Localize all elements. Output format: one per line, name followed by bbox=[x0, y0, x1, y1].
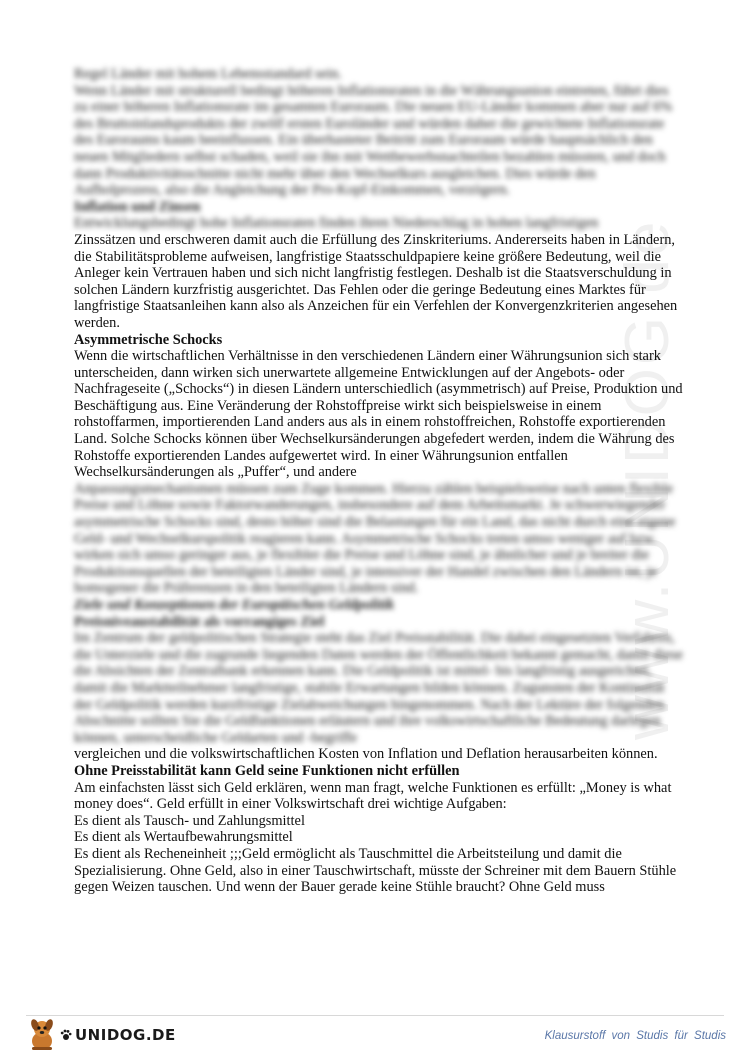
blurred-paragraph: Anpassungsmechanismen müssen zum Zuge kommen. Hierzu zählen beispielsweise nach unten flexible Preise und Löhne sowie Faktorwanderungen, insbesondere auf dem Arbeitsmarkt. Je schwerwiegender asymmetrische Schocks sind, desto höher sind die Belastungen für ein Land, das nicht durch eine eigene Geld- und Wechselkurspolitik reagieren kann. Asymmetrische Schocks treten umso weniger auf bzw. wirken sich umso geringer aus, je flexibler die Preise und Löhne sind, je ähnlicher und je breiter die Produktionsquellen der beteiligten Länder sind, je intensiver der Handel zwischen den Ländern ist, je homogener die Präferenzen in den beteiligten Ländern sind. bbox=[74, 480, 676, 597]
blurred-paragraph: Regel Länder mit hohem Lebensstandard sein. bbox=[74, 66, 342, 82]
heading-preisstabilitaet: Ohne Preisstabilität kann Geld seine Funktionen nicht erfüllen bbox=[74, 762, 460, 779]
blurred-paragraph: Im Zentrum der geldpolitischen Strategie steht das Ziel Preisstabilität. Die dabei eingesetzten Verfahren, die Unterziele und die zugrunde liegenden Daten werden der Öffentlichkeit bekannt gemacht, damit diese die Absichten der Zentralbank erkennen kann. Die Geldpolitik ist mittel- bis langfristig ausgerichtet, damit die Marktteilnehmer langfristige, stabile Erwartungen bilden können. Zugunsten der Kontinuität der Geldpolitik werden kurzfristige Zielabweichungen hingenommen. Nach der Lektüre der folgenden Abschnitte sollten Sie die Geldfunktionen erläutern und ihre volkswirtschaftliche Bedeutung darlegen können, unterscheidliche Geldarten und -begriffe bbox=[74, 630, 683, 746]
blurred-heading: Inflation und Zinsen bbox=[74, 198, 201, 215]
heading-asymmetrische-schocks: Asymmetrische Schocks bbox=[74, 331, 223, 348]
paragraph-geld-funktionen: Es dient als Recheneinheit ;;;Geld ermöglicht als Tauschmittel die Arbeitsteilung und damit die Spezialisierung. Ohne Geld, also in einer Tauschwirtschaft, müsste der Schreiner mit dem Bauern Stühle gegen Weizen tauschen. Und wenn der Bauer gerade keine Stühle braucht? Ohne Geld muss bbox=[74, 845, 677, 896]
dog-mascot-icon bbox=[26, 1017, 60, 1053]
watermark-text: www.UNIDOG.de bbox=[613, 218, 682, 740]
paragraph-schocks: Wenn die wirtschaftlichen Verhältnisse in den verschiedenen Ländern einer Währungsunion sich stark unterscheiden, dann wirken sich unerwartete allgemeine Entwicklungen auf der Angebots- oder Nachfrageseite („Schocks“) in diesen Ländern unterschiedlich (asymmetrisch) auf Preise, Produktion und Beschäftigung aus. Eine Veränderung der Rohstoffpreise wirkt sich beispielsweise in einem rohstoffarmen, importierenden Land anders aus als in einem rohstoffreichen, Rohstoffe exportierenden Land. Solche Schocks können über Wechselkursänderungen abgefedert werden, indem die Währung des Rohstoffe exportierenden Landes aufgewertet wird. In einer Währungsunion entfallen Wechselkursänderungen als „Puffer“, und andere bbox=[74, 348, 683, 481]
paw-icon bbox=[60, 1029, 72, 1041]
list-item: Es dient als Wertaufbewahrungsmittel bbox=[74, 829, 293, 846]
document-body bbox=[74, 66, 684, 896]
paragraph-zinsen: Zinssätzen und erschweren damit auch die Erfüllung des Zinskriteriums. Andererseits haben in Ländern, die Stabilitätsprobleme aufweisen, langfristige Staatsschuldpapiere keine größere Bedeutung, weil die Anleger kein Vertrauen haben und sich nicht langfristig festlegen. Deshalb ist die Staatsverschuldung in solchen Ländern kurzfristig ausgerichtet. Das Fehlen oder die geringe Bedeutung eines Marktes für langfristige Staatsanleihen kann also als Anzeichen für ein Verfehlen der Konvergenzkriterien angesehen werden. bbox=[74, 231, 678, 331]
paragraph-kosten: vergleichen und die volkswirtschaftlichen Kosten von Inflation und Deflation herausarbeiten können. bbox=[74, 746, 658, 763]
paragraph-geld-intro: Am einfachsten lässt sich Geld erklären, wenn man fragt, welche Funktionen es erfüllt: „Money is what money does“. Geld erfüllt in einer Volkswirtschaft drei wichtige Aufgaben: bbox=[74, 779, 672, 813]
list-item: Es dient als Tausch- und Zahlungsmittel bbox=[74, 812, 305, 829]
blurred-heading: Preisniveaustabilität als vorrangiges Ziel bbox=[74, 613, 325, 630]
footer-tagline: Klausurstoff von Studis für Studis bbox=[544, 1030, 726, 1042]
blurred-paragraph: Entwicklungsbedingt hohe Inflationsraten finden ihren Niederschlag in hohen langfristigen bbox=[74, 215, 599, 232]
unidog-logo bbox=[26, 1015, 176, 1055]
blurred-paragraph: Wenn Länder mit strukturell bedingt höheren Inflationsraten in die Währungsunion eintreten, führt dies zu einer höheren Inflationsrate im gesamten Euroraum. Die neuen EU-Länder kommen aber nur auf 6% des Bruttoinlandsprodukts der zwölf ersten Euroländer und würden daher die gewichtete Inflationsrate des Euroraums kaum beeinflussen. Ein überhasteter Beitritt zum Euroraum würde hauptsächlich den neuen Mitgliedern selbst schaden, weil sie ihn mit Wettbewerbsnachteilen bezahlen müssten, und doch dann Produktivitätsschnitte nicht mehr über den Wechselkurs ausgleichen. Dies würde den Aufholprozess, also die Angleichung der Pro-Kopf-Einkommen, verzögern. bbox=[74, 82, 673, 199]
blurred-heading: Ziele und Konzeptionen der Europäischen Geldpolitik bbox=[74, 597, 395, 613]
logo-text: UNIDOG.DE bbox=[75, 1026, 176, 1044]
